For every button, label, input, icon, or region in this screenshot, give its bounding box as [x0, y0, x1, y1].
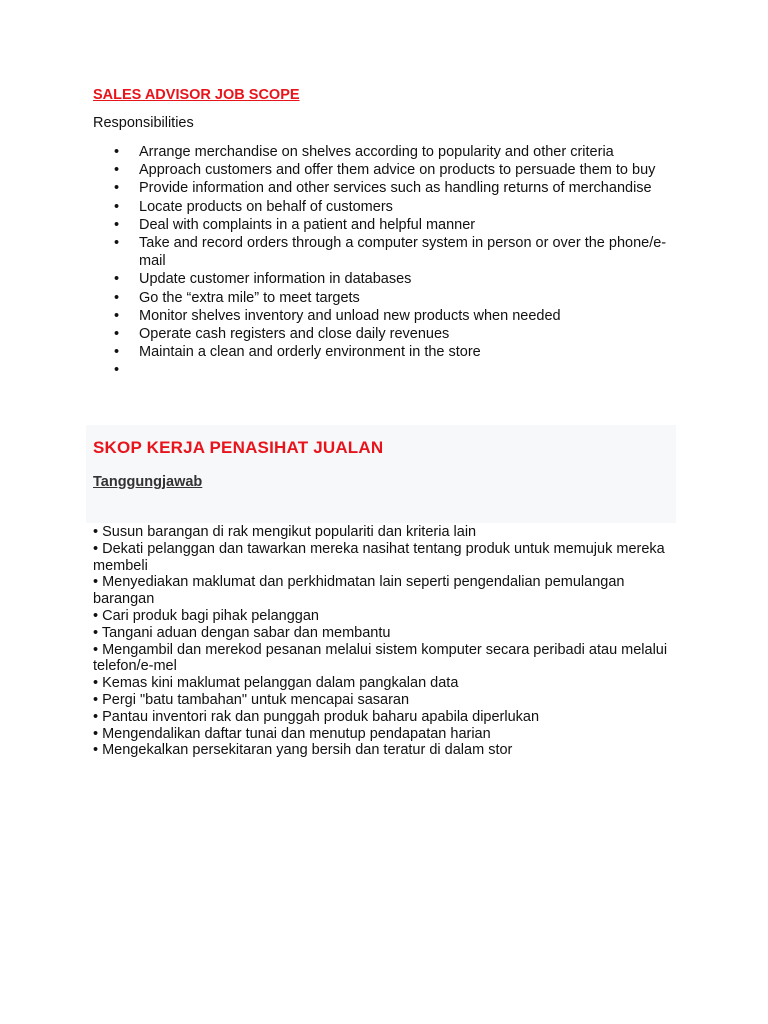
bullet-icon: •	[114, 235, 120, 252]
list-item: • Pergi "batu tambahan" untuk mencapai sasaran	[93, 691, 410, 708]
english-subtitle: Responsibilities	[93, 115, 194, 131]
list-item: • Mengendalikan daftar tunai dan menutup pendapatan harian	[93, 725, 491, 742]
list-item	[93, 143, 673, 161]
english-responsibilities-list	[93, 143, 673, 380]
list-item: • Menyediakan maklumat dan perkhidmatan lain seperti pengendalian pemulangan barangan	[93, 574, 625, 608]
list-item	[93, 289, 673, 307]
list-item-text: Deal with complaints in a patient and helpful manner	[139, 216, 476, 233]
bullet-icon: •	[114, 198, 120, 215]
list-item-text: Monitor shelves inventory and unload new products when needed	[139, 307, 561, 324]
list-item: • Pantau inventori rak dan punggah produk baharu apabila diperlukan	[93, 708, 540, 725]
list-item: • Mengekalkan persekitaran yang bersih dan teratur di dalam stor	[93, 742, 513, 759]
list-item	[93, 270, 673, 288]
malay-title: SKOP KERJA PENASIHAT JUALAN	[93, 438, 384, 457]
list-item-text: Provide information and other services such as handling returns of merchandise	[139, 180, 652, 197]
list-item: • Kemas kini maklumat pelanggan dalam pangkalan data	[93, 675, 459, 692]
list-item-text: Arrange merchandise on shelves according to popularity and other criteria	[139, 144, 614, 160]
list-item: • Tangani aduan dengan sabar dan membantu	[93, 624, 391, 641]
list-item: • Susun barangan di rak mengikut populariti dan kriteria lain	[93, 524, 477, 540]
list-item-text: Operate cash registers and close daily revenues	[139, 326, 450, 343]
malay-responsibilities-list	[93, 524, 673, 759]
bullet-icon: •	[114, 216, 120, 233]
list-item	[93, 361, 673, 379]
bullet-icon: •	[114, 144, 120, 160]
list-item: • Dekati pelanggan dan tawarkan mereka nasihat tentang produk untuk memujuk mereka membeli	[93, 540, 665, 574]
list-item-text: Go the “extra mile” to meet targets	[139, 289, 360, 306]
list-item	[93, 343, 673, 361]
list-item	[93, 216, 673, 234]
list-item: • Cari produk bagi pihak pelanggan	[93, 607, 319, 624]
bullet-icon: •	[114, 326, 120, 343]
bullet-icon: •	[114, 289, 120, 306]
bullet-icon: •	[114, 180, 120, 197]
list-item-text: Maintain a clean and orderly environment in the store	[139, 344, 481, 361]
list-item-text	[139, 362, 143, 378]
list-item-text: Locate products on behalf of customers	[139, 198, 393, 215]
list-item	[93, 179, 673, 197]
malay-subtitle: Tanggungjawab	[93, 474, 203, 490]
list-item-text: Approach customers and offer them advice on products to persuade them to buy	[139, 162, 656, 179]
list-item	[93, 307, 673, 325]
bullet-icon: •	[114, 362, 120, 379]
bullet-icon: •	[114, 271, 120, 288]
bullet-icon: •	[114, 344, 120, 361]
bullet-icon: •	[114, 307, 120, 324]
list-item	[93, 325, 673, 343]
bullet-icon: •	[114, 162, 120, 179]
list-item-text: Take and record orders through a computer system in person or over the phone/e-mail	[139, 235, 667, 270]
list-item-text: Update customer information in databases	[139, 271, 412, 288]
list-item	[93, 161, 673, 179]
list-item: • Mengambil dan merekod pesanan melalui sistem komputer secara peribadi atau melalui telefon/e-mel	[93, 641, 668, 675]
list-item	[93, 234, 673, 270]
english-title: SALES ADVISOR JOB SCOPE	[93, 87, 300, 103]
list-item	[93, 198, 673, 216]
